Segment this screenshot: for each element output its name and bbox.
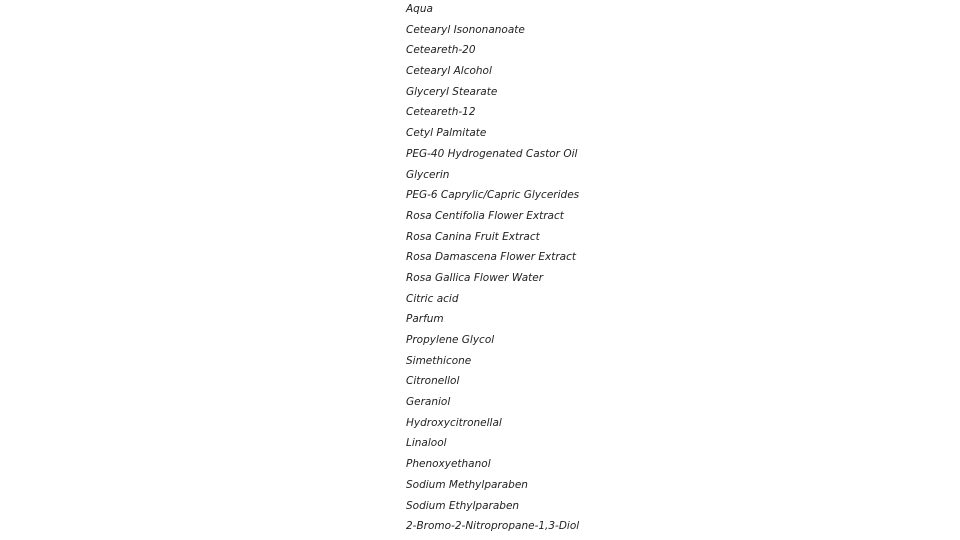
ingredient-item: Hydroxycitronellal xyxy=(406,416,502,429)
ingredient-item: Glycerin xyxy=(406,168,450,181)
ingredient-list xyxy=(406,0,579,538)
ingredient-item: Cetearyl Alcohol xyxy=(406,65,492,78)
ingredient-item: Phenoxyethanol xyxy=(406,458,491,471)
ingredient-item: Citric acid xyxy=(406,292,459,305)
ingredient-item: Aqua xyxy=(406,3,433,15)
ingredient-item: Ceteareth-12 xyxy=(406,106,476,119)
ingredient-item: Simethicone xyxy=(406,354,472,367)
ingredient-item: PEG-6 Caprylic/Capric Glycerides xyxy=(406,189,580,202)
ingredient-item: Rosa Centifolia Flower Extract xyxy=(406,209,564,222)
ingredient-item: Geraniol xyxy=(406,396,451,409)
ingredient-item: Cetyl Palmitate xyxy=(406,127,487,140)
ingredient-item: Propylene Glycol xyxy=(406,334,495,346)
ingredient-item: Rosa Damascena Flower Extract xyxy=(406,251,576,264)
ingredient-item: PEG-40 Hydrogenated Castor Oil xyxy=(406,147,578,160)
ingredient-item: Citronellol xyxy=(406,375,460,388)
ingredient-item: Parfum xyxy=(406,313,444,326)
ingredient-item: Cetearyl Isononanoate xyxy=(406,23,525,36)
ingredient-item: 2-Bromo-2-Nitropropane-1,3-Diol xyxy=(406,520,580,533)
ingredient-item: Rosa Gallica Flower Water xyxy=(406,271,544,284)
ingredient-item: Glyceryl Stearate xyxy=(406,85,498,98)
ingredient-item: Sodium Methylparaben xyxy=(406,478,528,491)
ingredient-item: Sodium Ethylparaben xyxy=(406,499,520,512)
ingredient-item: Rosa Canina Fruit Extract xyxy=(406,230,540,243)
ingredient-item: Linalool xyxy=(406,437,447,450)
ingredient-item: Ceteareth-20 xyxy=(406,44,476,57)
